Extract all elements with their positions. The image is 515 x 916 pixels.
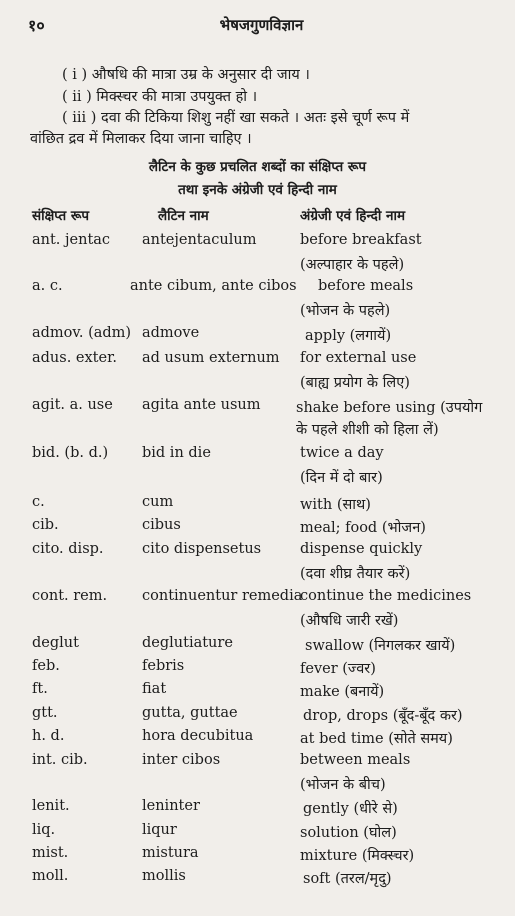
table-row-latin: antejentaculum bbox=[142, 232, 257, 248]
table-row-latin: ante cibum, ante cibos bbox=[130, 278, 297, 294]
table-row-abbr: ft. bbox=[32, 681, 48, 697]
table-row-abbr: bid. (b. d.) bbox=[32, 445, 109, 461]
table-row-meaning: apply (लगायें) bbox=[305, 328, 392, 344]
table-row-meaning-hindi: (दिन में दो बार) bbox=[300, 470, 383, 486]
table-row-abbr: h. d. bbox=[32, 728, 65, 744]
table-row-latin: gutta, guttae bbox=[142, 705, 238, 721]
table-row-latin: ad usum externum bbox=[142, 350, 280, 366]
table-row-abbr: deglut bbox=[32, 635, 79, 651]
table-row-latin: cum bbox=[142, 494, 174, 510]
table-row-latin: febris bbox=[142, 658, 185, 674]
table-row-latin: mistura bbox=[142, 845, 199, 861]
section-heading-line-2: तथा इनके अंग्रेजी एवं हिन्दी नाम bbox=[178, 182, 337, 198]
table-row-abbr: admov. (adm) bbox=[32, 325, 132, 341]
table-row-latin: cito dispensetus bbox=[142, 541, 262, 557]
table-row-meaning: dispense quickly bbox=[300, 541, 423, 557]
table-row-latin: liqur bbox=[142, 822, 177, 838]
page-header bbox=[28, 14, 495, 40]
table-row-abbr: adus. exter. bbox=[32, 350, 118, 366]
table-row-abbr: a. c. bbox=[32, 278, 63, 294]
table-row-abbr: gtt. bbox=[32, 705, 58, 721]
page-number: १० bbox=[28, 16, 45, 35]
note-line-4: वांछित द्रव में मिलाकर दिया जाना चाहिए । bbox=[30, 131, 252, 147]
table-row-latin: mollis bbox=[142, 868, 186, 884]
column-header-meaning: अंग्रेजी एवं हिन्दी नाम bbox=[300, 208, 406, 224]
table-row-abbr: mist. bbox=[32, 845, 69, 861]
table-row-meaning: mixture (मिक्स्चर) bbox=[300, 848, 415, 864]
table-row-meaning: meal; food (भोजन) bbox=[300, 520, 426, 536]
table-row-latin: deglutiature bbox=[142, 635, 233, 651]
table-row-meaning: make (बनायें) bbox=[300, 684, 385, 700]
table-row-meaning-hindi: (बाह्य प्रयोग के लिए) bbox=[300, 375, 410, 391]
table-row-latin: agita ante usum bbox=[142, 397, 261, 413]
table-row-abbr: c. bbox=[32, 494, 45, 510]
note-line-1: ( i ) औषधि की मात्रा उम्र के अनुसार दी जाय । bbox=[62, 67, 310, 83]
table-row-meaning: twice a day bbox=[300, 445, 384, 461]
table-row-meaning: before breakfast bbox=[300, 232, 422, 248]
table-row-meaning: gently (धीरे से) bbox=[303, 801, 398, 817]
table-row-meaning-hindi: (भोजन के बीच) bbox=[300, 777, 386, 793]
running-title: भेषजगुणविज्ञान bbox=[219, 16, 304, 34]
table-row-latin: fiat bbox=[142, 681, 167, 697]
table-row-abbr: cito. disp. bbox=[32, 541, 104, 557]
table-row-abbr: agit. a. use bbox=[32, 397, 113, 413]
table-row-latin: hora decubitua bbox=[142, 728, 254, 744]
table-row-meaning-hindi: (दवा शीघ्र तैयार करें) bbox=[300, 566, 411, 582]
note-line-2: ( ii ) मिक्स्चर की मात्रा उपयुक्त हो । bbox=[62, 89, 258, 105]
table-row-meaning: at bed time (सोते समय) bbox=[300, 731, 453, 747]
table-row-meaning: shake before using (उपयोग bbox=[296, 400, 483, 416]
table-row-meaning: soft (तरल/मृदु) bbox=[303, 871, 392, 887]
table-row-meaning: between meals bbox=[300, 752, 411, 768]
section-heading-line-1: लैटिन के कुछ प्रचलित शब्दों का संक्षिप्त रूप bbox=[148, 159, 367, 175]
table-row-meaning-hindi: (औषधि जारी रखें) bbox=[300, 613, 399, 629]
table-row-abbr: feb. bbox=[32, 658, 60, 674]
table-row-meaning: swallow (निगलकर खायें) bbox=[305, 638, 456, 654]
table-row-latin: inter cibos bbox=[142, 752, 221, 768]
table-row-meaning: continue the medicines bbox=[300, 588, 472, 604]
table-row-abbr: lenit. bbox=[32, 798, 70, 814]
table-row-meaning: with (साथ) bbox=[300, 497, 371, 513]
table-row-meaning: before meals bbox=[318, 278, 414, 294]
column-header-latin: लैटिन नाम bbox=[158, 208, 209, 224]
table-row-abbr: ant. jentac bbox=[32, 232, 111, 248]
table-row-latin: leninter bbox=[142, 798, 200, 814]
table-row-meaning: fever (ज्वर) bbox=[300, 661, 376, 677]
table-row-abbr: cib. bbox=[32, 517, 59, 533]
table-row-meaning: drop, drops (बूँद-बूँद कर) bbox=[303, 708, 463, 724]
table-row-meaning: for external use bbox=[300, 350, 417, 366]
table-row-latin: cibus bbox=[142, 517, 181, 533]
table-row-abbr: int. cib. bbox=[32, 752, 88, 768]
table-row-latin: continuentur remedia bbox=[142, 588, 303, 604]
table-row-meaning-hindi: के पहले शीशी को हिला लें) bbox=[296, 422, 439, 438]
table-row-abbr: cont. rem. bbox=[32, 588, 108, 604]
table-row-latin: admove bbox=[142, 325, 200, 341]
note-line-3: ( iii ) दवा की टिकिया शिशु नहीं खा सकते । अतः इसे चूर्ण रूप में bbox=[62, 110, 410, 126]
column-header-abbreviation: संक्षिप्त रूप bbox=[32, 208, 90, 224]
table-row-meaning-hindi: (अल्पाहार के पहले) bbox=[300, 257, 405, 273]
table-row-abbr: liq. bbox=[32, 822, 56, 838]
table-row-latin: bid in die bbox=[142, 445, 211, 461]
table-row-abbr: moll. bbox=[32, 868, 69, 884]
table-row-meaning: solution (घोल) bbox=[300, 825, 397, 841]
table-row-meaning-hindi: (भोजन के पहले) bbox=[300, 303, 391, 319]
